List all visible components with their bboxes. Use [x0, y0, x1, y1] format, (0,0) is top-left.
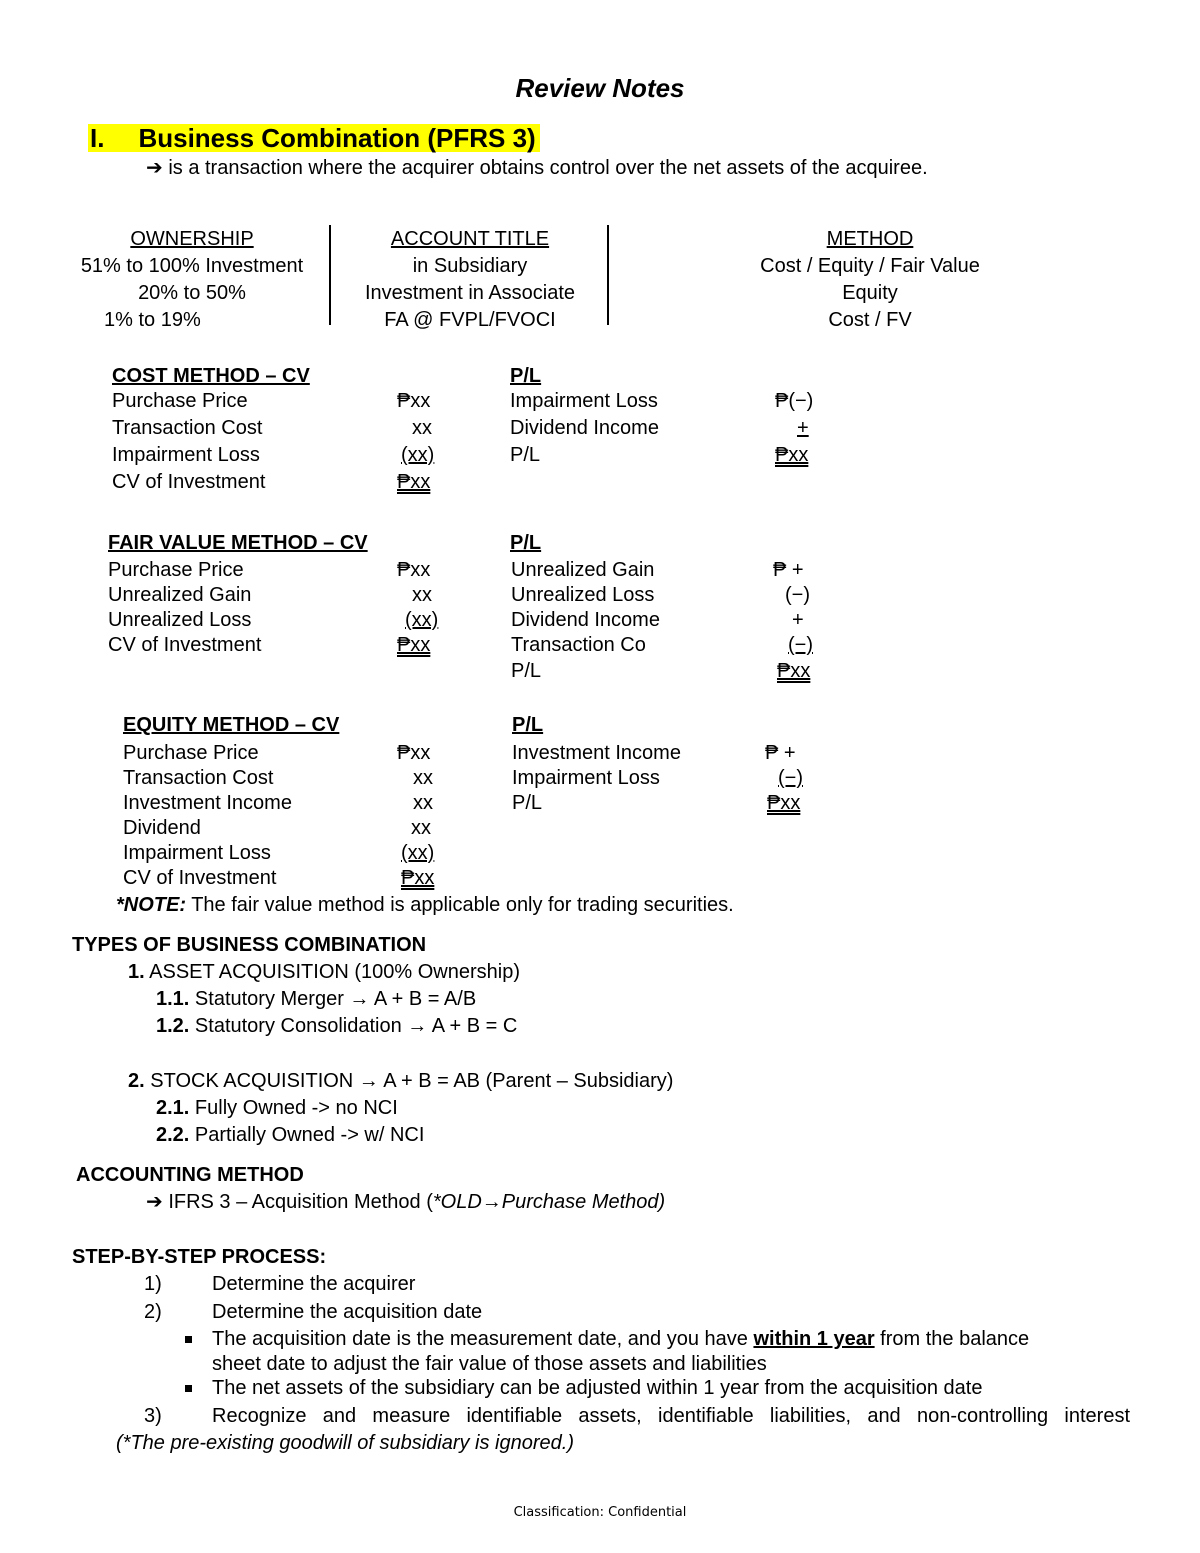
- note-label: *NOTE:: [116, 894, 186, 916]
- step-text: Determine the acquisition date: [212, 1301, 483, 1323]
- cv-row-label: Transaction Cost: [123, 767, 274, 789]
- cv-row-label: Unrealized Gain: [108, 584, 252, 606]
- ownership-header: OWNERSHIP: [130, 228, 254, 250]
- pl-row-value: (−): [788, 634, 813, 656]
- item-number: 1.1.: [156, 988, 190, 1010]
- bullet-icon: [185, 1336, 192, 1343]
- item-number: 2.2.: [156, 1124, 190, 1146]
- account-title-cell: Investment in Associate: [364, 282, 576, 304]
- cv-row-value: (xx): [405, 609, 439, 631]
- cv-row-label: Transaction Cost: [112, 417, 263, 439]
- cv-row-value: xx: [413, 767, 433, 789]
- cv-row-value: ₱xx: [397, 471, 431, 493]
- cv-row-value: (xx): [401, 842, 435, 864]
- pl-row-label: P/L: [511, 660, 542, 682]
- cv-row-value: xx: [412, 584, 432, 606]
- types-subitem: [156, 1125, 424, 1145]
- accounting-method-heading: ACCOUNTING METHOD: [76, 1164, 304, 1186]
- types-heading: TYPES OF BUSINESS COMBINATION: [72, 934, 427, 956]
- step-text: Determine the acquirer: [212, 1273, 416, 1295]
- step-number: 1): [144, 1273, 162, 1295]
- pl-heading: P/L: [510, 532, 542, 554]
- cv-row-label: Investment Income: [123, 792, 292, 814]
- cv-row-value: ₱xx: [397, 742, 431, 764]
- cv-row-label: CV of Investment: [123, 867, 277, 889]
- method-cell: Equity: [842, 282, 898, 304]
- pl-row-value: ₱ +: [765, 742, 796, 764]
- item-text: Fully Owned -> no NCI: [194, 1097, 398, 1119]
- cv-row-value: xx: [411, 817, 431, 839]
- pl-row-value: ₱xx: [775, 444, 809, 466]
- column-divider: [607, 225, 609, 325]
- bullet-text: [212, 1329, 1029, 1349]
- item-text: Statutory Consolidation → A + B = C: [194, 1015, 518, 1037]
- bullet-icon: [185, 1385, 192, 1392]
- pl-row-label: Impairment Loss: [510, 390, 658, 412]
- method-cell: Cost / Equity / Fair Value: [760, 255, 980, 277]
- cv-row-label: CV of Investment: [108, 634, 262, 656]
- types-subitem: [156, 1098, 398, 1118]
- cv-row-label: Purchase Price: [123, 742, 259, 764]
- section-title: Business Combination (PFRS 3): [138, 123, 536, 153]
- pl-row-label: P/L: [510, 444, 541, 466]
- account-title-header: ACCOUNT TITLE: [390, 228, 550, 250]
- fair-value-method-heading: FAIR VALUE METHOD – CV: [108, 532, 368, 554]
- cost-method-heading: COST METHOD – CV: [112, 365, 310, 387]
- pl-heading: P/L: [510, 365, 542, 387]
- cv-row-value: ₱xx: [397, 559, 431, 581]
- ownership-cell: 1% to 19%: [104, 309, 201, 331]
- cv-row-label: CV of Investment: [112, 471, 266, 493]
- cv-row-label: Purchase Price: [112, 390, 248, 412]
- pl-row-label: Transaction Co: [511, 634, 646, 656]
- cv-row-value: (xx): [401, 444, 435, 466]
- item-number: 2.1.: [156, 1097, 190, 1119]
- cv-row-value: ₱xx: [401, 867, 435, 889]
- method-header: METHOD: [826, 228, 914, 250]
- cv-row-value: ₱xx: [397, 390, 431, 412]
- cv-row-label: Dividend: [123, 817, 201, 839]
- accounting-method-text: ➔ IFRS 3 – Acquisition Method (: [146, 1191, 433, 1213]
- section-heading: [88, 124, 540, 152]
- pl-row-value: +: [792, 609, 804, 631]
- account-title-cell: in Subsidiary: [412, 255, 528, 277]
- section-definition: ➔ is a transaction where the acquirer obtains control over the net assets of the acquiree.: [146, 157, 928, 179]
- cv-row-label: Purchase Price: [108, 559, 244, 581]
- pl-row-value: (−): [785, 584, 810, 606]
- accounting-method-line: [146, 1192, 665, 1212]
- pl-row-value: +: [797, 417, 809, 439]
- accounting-method-old: *OLD→Purchase Method): [432, 1191, 666, 1213]
- bullet-text-part: from the balance: [874, 1328, 1030, 1350]
- item-number: 1.2.: [156, 1015, 190, 1037]
- cv-row-label: Impairment Loss: [123, 842, 271, 864]
- bullet-text: The net assets of the subsidiary can be adjusted within 1 year from the acquisition date: [212, 1377, 983, 1399]
- item-text: ASSET ACQUISITION (100% Ownership): [149, 961, 520, 983]
- equity-method-heading: EQUITY METHOD – CV: [123, 714, 340, 736]
- process-note: (*The pre-existing goodwill of subsidiary is ignored.): [116, 1432, 574, 1454]
- pl-row-value: ₱xx: [777, 660, 811, 682]
- pl-row-label: Investment Income: [512, 742, 681, 764]
- pl-row-value: ₱xx: [767, 792, 801, 814]
- item-number: 1.: [128, 961, 145, 983]
- types-item: [128, 1071, 673, 1091]
- process-heading: STEP-BY-STEP PROCESS:: [72, 1246, 327, 1268]
- step-number: 2): [144, 1301, 162, 1323]
- cv-row-value: xx: [413, 792, 433, 814]
- pl-row-value: (−): [778, 767, 803, 789]
- item-text: Statutory Merger → A + B = A/B: [194, 988, 477, 1010]
- column-divider: [329, 225, 331, 325]
- pl-row-label: Unrealized Gain: [511, 559, 655, 581]
- cv-row-value: xx: [412, 417, 432, 439]
- item-text: STOCK ACQUISITION → A + B = AB (Parent – Subsidiary): [150, 1070, 674, 1092]
- pl-heading: P/L: [512, 714, 544, 736]
- note-text: The fair value method is applicable only for trading securities.: [186, 894, 734, 916]
- cv-row-value: ₱xx: [397, 634, 431, 656]
- types-item: [128, 962, 520, 982]
- pl-row-label: Impairment Loss: [512, 767, 660, 789]
- method-cell: Cost / FV: [828, 309, 912, 331]
- pl-row-value: ₱(−): [775, 390, 814, 412]
- step-number: 3): [144, 1405, 162, 1427]
- item-text: Partially Owned -> w/ NCI: [194, 1124, 425, 1146]
- bullet-emphasis: within 1 year: [753, 1328, 875, 1350]
- section-number: I.: [90, 123, 105, 153]
- types-subitem: [156, 1016, 517, 1036]
- page-title: Review Notes: [515, 73, 685, 103]
- cv-row-label: Unrealized Loss: [108, 609, 252, 631]
- pl-row-value: ₱ +: [773, 559, 804, 581]
- pl-row-label: Dividend Income: [510, 417, 659, 439]
- step-text: Recognize and measure identifiable assets, identifiable liabilities, and non-controlling interest: [212, 1405, 1130, 1427]
- bullet-text-part: The acquisition date is the measurement date, and you have: [212, 1328, 754, 1350]
- pl-row-label: P/L: [512, 792, 543, 814]
- note-line: [116, 895, 734, 915]
- item-number: 2.: [128, 1070, 145, 1092]
- pl-row-label: Dividend Income: [511, 609, 660, 631]
- cv-row-label: Impairment Loss: [112, 444, 260, 466]
- ownership-cell: 20% to 50%: [138, 282, 246, 304]
- account-title-cell: FA @ FVPL/FVOCI: [384, 309, 556, 331]
- ownership-cell: 51% to 100% Investment: [80, 255, 304, 277]
- classification-footer: Classification: Confidential: [513, 1505, 687, 1520]
- bullet-text-continued: sheet date to adjust the fair value of those assets and liabilities: [212, 1353, 767, 1375]
- types-subitem: [156, 989, 476, 1009]
- pl-row-label: Unrealized Loss: [511, 584, 655, 606]
